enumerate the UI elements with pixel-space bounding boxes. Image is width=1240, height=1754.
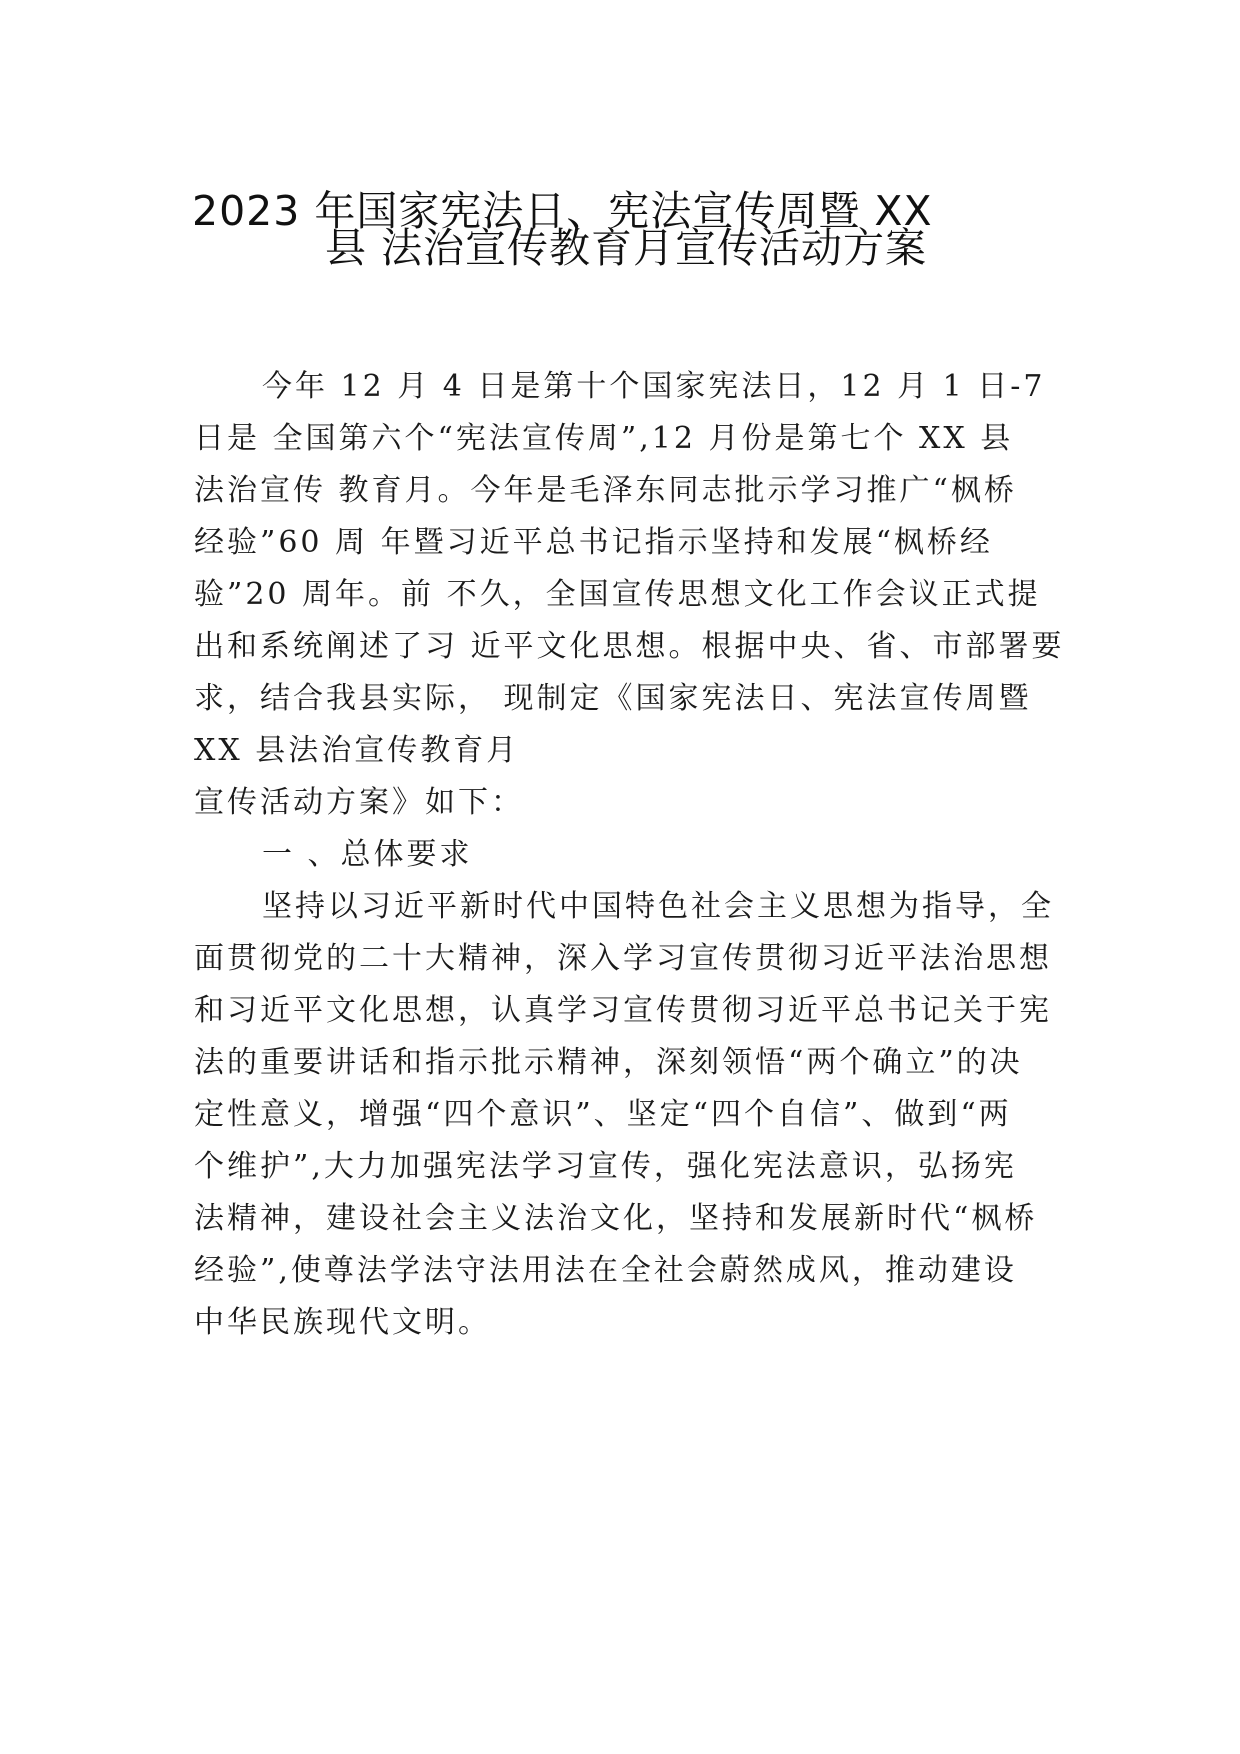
intro-line-7: 求，结合我县实际， 现制定《国家宪法日、宪法宣传周暨: [194, 681, 1032, 716]
body-line-4: 法的重要讲话和指示批示精神，深刻领悟“两个确立”的决: [194, 1045, 1023, 1080]
intro-line-5: 验”20 周年。前 不久，全国宣传思想文化工作会议正式提: [194, 577, 1041, 612]
body-line-1: 坚持以习近平新时代中国特色社会主义思想为指导，全: [262, 889, 1054, 924]
intro-line-1: 今年 12 月 4 日是第十个国家宪法日，12 月 1 日-7: [262, 369, 1046, 404]
intro-line-9: 宣传活动方案》如下：: [194, 785, 524, 820]
body-line-3: 和习近平文化思想，认真学习宣传贯彻习近平总书记关于宪: [194, 993, 1052, 1028]
intro-line-4: 经验”60 周 年暨习近平总书记指示坚持和发展“枫桥经: [194, 525, 993, 560]
intro-line-3: 法治宣传 教育月。今年是毛泽东同志批示学习推广“枫桥: [194, 473, 1017, 508]
body-line-5: 定性意义，增强“四个意识”、坚定“四个自信”、做到“两: [194, 1097, 1012, 1132]
body-line-6: 个维护”,大力加强宪法学习宣传，强化宪法意识，弘扬宪: [194, 1149, 1017, 1184]
body-line-9: 中华民族现代文明。: [194, 1305, 491, 1340]
body-line-2: 面贯彻党的二十大精神，深入学习宣传贯彻习近平法治思想: [194, 941, 1052, 976]
intro-line-8: XX 县法治宣传教育月: [194, 733, 520, 768]
section-heading: 一 、总体要求: [262, 837, 473, 872]
document-title-line-2: 县 法治宣传教育月宣传活动方案: [325, 224, 928, 272]
document-title-line-1: 2023 年国家宪法日、宪法宣传周暨 XX: [192, 187, 933, 235]
body-line-8: 经验”,使尊法学法守法用法在全社会蔚然成风，推动建设: [194, 1253, 1017, 1288]
body-line-7: 法精神，建设社会主义法治文化，坚持和发展新时代“枫桥: [194, 1201, 1038, 1236]
intro-line-6: 出和系统阐述了习 近平文化思想。根据中央、省、市部署要: [194, 629, 1065, 664]
intro-line-2: 日是 全国第六个“宪法宣传周”,12 月份是第七个 XX 县: [194, 421, 1014, 456]
